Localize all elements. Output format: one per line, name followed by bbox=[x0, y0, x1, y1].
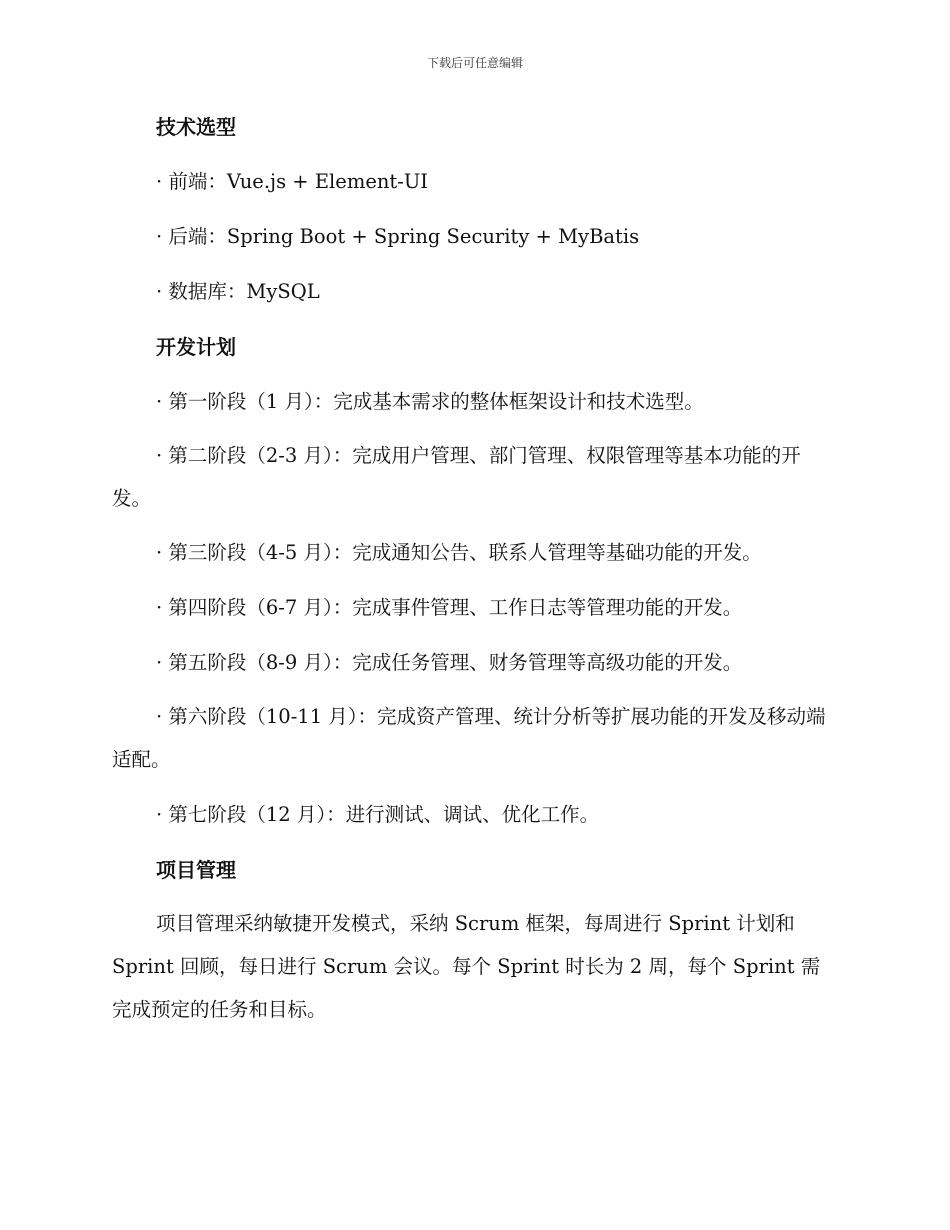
project-management-body: 项目管理采纳敏捷开发模式，采纳 Scrum 框架，每周进行 Sprint 计划和 Sprint 回顾，每日进行 Scrum 会议。每个 Sprint 时长为 2 周，每个 Sprint 需完成预定的任务和目标。 bbox=[112, 912, 821, 1021]
tech-item-frontend: · 前端：Vue.js + Element-UI bbox=[156, 170, 428, 193]
heading-tech-stack: 技术选型 bbox=[156, 115, 236, 139]
plan-item-phase-1: · 第一阶段（1 月）：完成基本需求的整体框架设计和技术选型。 bbox=[156, 390, 704, 413]
heading-dev-plan: 开发计划 bbox=[156, 335, 236, 359]
plan-item-phase-6: · 第六阶段（10-11 月）：完成资产管理、统计分析等扩展功能的开发及移动端适配。 bbox=[112, 705, 826, 771]
tech-item-database: · 数据库：MySQL bbox=[156, 280, 320, 303]
heading-project-management: 项目管理 bbox=[156, 858, 236, 882]
plan-item-phase-5: · 第五阶段（8-9 月）：完成任务管理、财务管理等高级功能的开发。 bbox=[156, 651, 743, 674]
plan-item-phase-4: · 第四阶段（6-7 月）：完成事件管理、工作日志等管理功能的开发。 bbox=[156, 596, 743, 619]
plan-item-phase-7: · 第七阶段（12 月）：进行测试、调试、优化工作。 bbox=[156, 803, 600, 826]
plan-item-phase-3: · 第三阶段（4-5 月）：完成通知公告、联系人管理等基础功能的开发。 bbox=[156, 541, 762, 564]
tech-item-backend: · 后端：Spring Boot + Spring Security + MyBatis bbox=[156, 225, 640, 248]
page-header: 下载后可任意编辑 bbox=[426, 56, 523, 70]
plan-item-phase-2: · 第二阶段（2-3 月）：完成用户管理、部门管理、权限管理等基本功能的开发。 bbox=[112, 444, 801, 510]
